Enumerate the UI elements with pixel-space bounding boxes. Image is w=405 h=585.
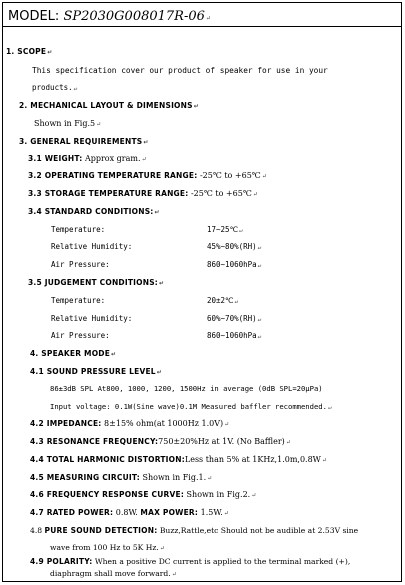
standard-conditions-title: 3.4 STANDARD CONDITIONS:↵: [28, 207, 160, 216]
std-row-key: Air Pressure:: [51, 260, 110, 269]
judgement-conditions-title: 3.5 JUDGEMENT CONDITIONS:↵: [28, 278, 165, 287]
judge-row-value: 20±2℃↵: [207, 296, 239, 305]
scope-text-line2: products.↵: [32, 83, 78, 92]
header-box: [2, 2, 402, 27]
model-title: [8, 10, 211, 26]
thd-line: 4.4 TOTAL HARMONIC DISTORTION:Less than 5% at 1KHz,1.0m,0.8W↵: [30, 455, 327, 464]
model-value: SP2030G008017R-06: [63, 9, 205, 24]
section-scope-title: 1. SCOPE↵: [6, 47, 53, 56]
resonance-line: 4.3 RESONANCE FREQUENCY:750±20%Hz at 1V. (No Baffler)↵: [30, 437, 291, 446]
section-general-title: 3. GENERAL REQUIREMENTS↵: [19, 137, 149, 146]
polarity-line2: diaphragm shall move forward.↵: [50, 569, 177, 578]
judge-row-key: Air Pressure:: [51, 331, 110, 340]
std-row-value: 17~25℃↵: [207, 225, 243, 234]
section-speaker-mode-title: 4. SPEAKER MODE↵: [30, 349, 117, 358]
judge-row-value: 860~1060hPa↵: [207, 331, 262, 340]
mechanical-text: Shown in Fig.5↵: [34, 119, 102, 128]
model-label: MODEL:: [8, 9, 60, 24]
std-row-value: 45%~80%(RH)↵: [207, 242, 262, 251]
storage-temp-line: 3.3 STORAGE TEMPERATURE RANGE: -25℃ to +65℃↵: [28, 189, 258, 198]
spl-text-line1: 86±3dB SPL At800, 1000, 1200, 1500Hz in average (0dB SPL=20μPa): [50, 384, 323, 393]
operating-temp-line: 3.2 OPERATING TEMPERATURE RANGE: -25℃ to +65℃↵: [28, 171, 267, 180]
pure-sound-line2: wave from 100 Hz to 5K Hz.↵: [50, 543, 165, 552]
scope-text-line1: This specification cover our product of speaker for use in your: [32, 66, 328, 75]
spl-title: 4.1 SOUND PRESSURE LEVEL↵: [30, 367, 162, 376]
rated-power-line: 4.7 RATED POWER: 0.8W. MAX POWER: 1.5W.↵: [30, 508, 229, 517]
impedance-line: 4.2 IMPEDANCE: 8±15% ohm(at 1000Hz 1.0V)↵: [30, 419, 230, 428]
judge-row-key: Relative Humidity:: [51, 314, 133, 323]
polarity-line1: 4.9 POLARITY: When a positive DC current is applied to the terminal marked (+),: [30, 557, 351, 566]
std-row-value: 860~1060hPa↵: [207, 260, 262, 269]
spl-text-line2: Input voltage: 0.1W(Sine wave)0.1M Measured baffler recommended.↵: [50, 402, 332, 411]
std-row-key: Temperature:: [51, 225, 106, 234]
std-row-key: Relative Humidity:: [51, 242, 133, 251]
return-mark: ↵: [205, 15, 211, 22]
pure-sound-line1: 4.8 PURE SOUND DETECTION: Buzz,Rattle,etc Should not be audible at 2.53V sine: [30, 526, 359, 535]
frequency-response-line: 4.6 FREQUENCY RESPONSE CURVE: Shown in Fig.2.↵: [30, 490, 257, 499]
section-mechanical-title: 2. MECHANICAL LAYOUT & DIMENSIONS↵: [19, 101, 199, 110]
judge-row-value: 60%~70%(RH)↵: [207, 314, 262, 323]
weight-line: 3.1 WEIGHT: Approx gram.↵: [28, 154, 147, 163]
judge-row-key: Temperature:: [51, 296, 106, 305]
measuring-circuit-line: 4.5 MEASURING CIRCUIT: Shown in Fig.1.↵: [30, 473, 213, 482]
